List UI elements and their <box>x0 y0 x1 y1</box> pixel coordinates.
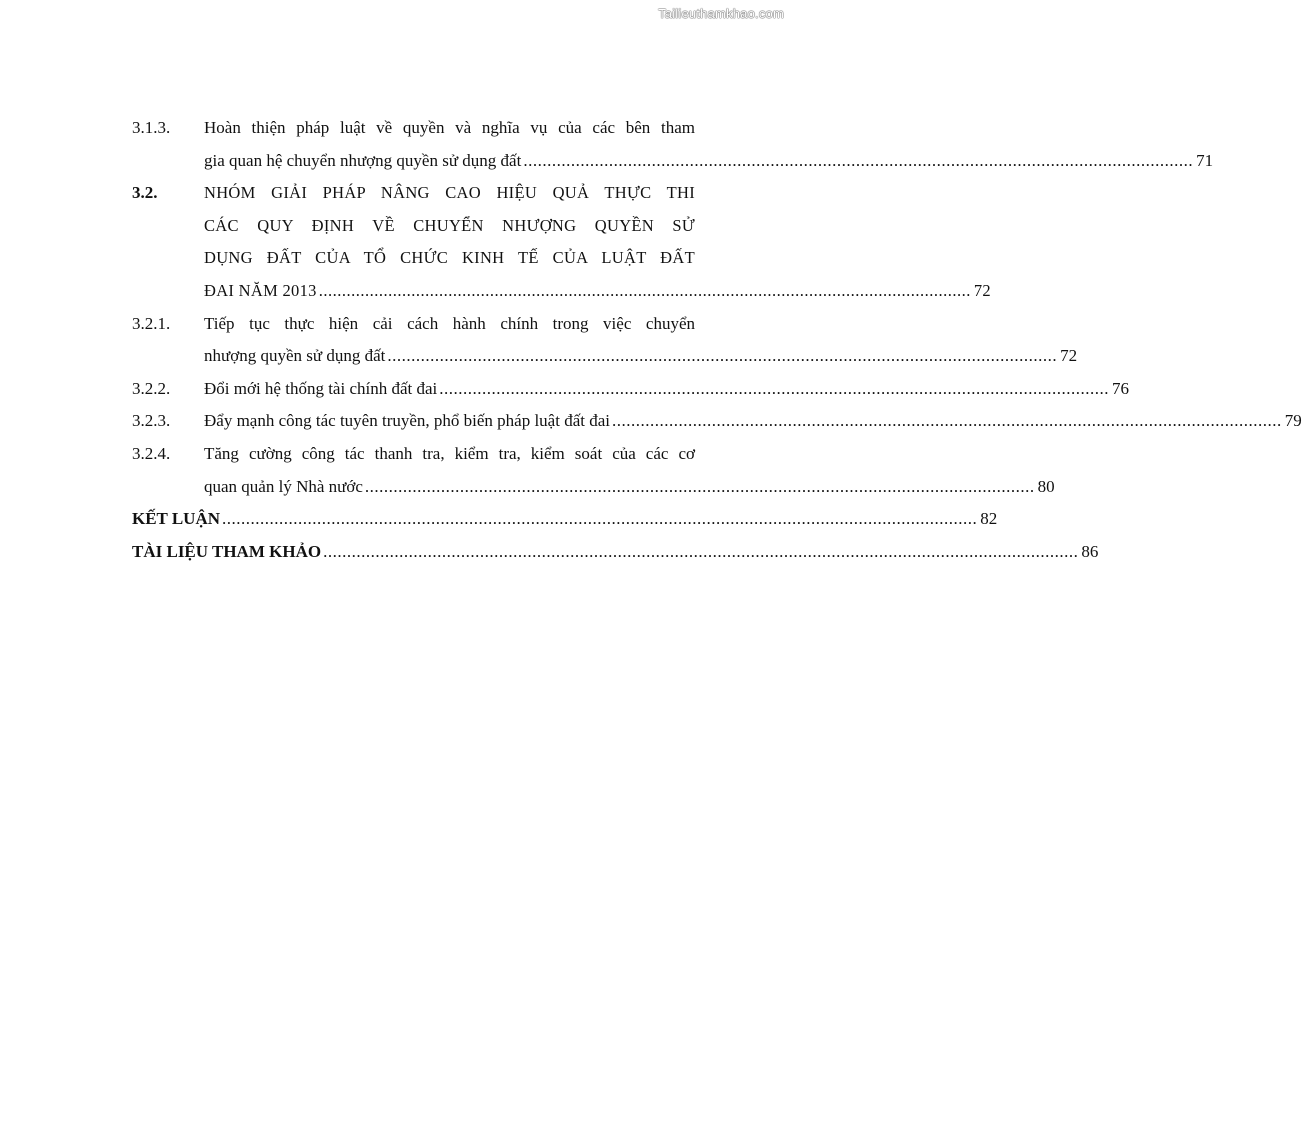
toc-page-number: 86 <box>1081 541 1099 561</box>
watermark: Tailieuthamkhao.com <box>658 6 784 21</box>
toc-page-number: 76 <box>1112 378 1130 398</box>
toc-entry-references[interactable] <box>132 536 1099 569</box>
toc-entry-title-line: Tiếp tục thực hiện cải cách hành chính trong việc chuyển <box>204 313 695 333</box>
toc-entry-number: 3.1.3. <box>132 118 171 137</box>
toc-entry-title-line: DỤNG ĐẤT CỦA TỔ CHỨC KINH TẾ CỦA LUẬT ĐẤT <box>204 248 695 268</box>
toc-entry-title: KẾT LUẬN <box>132 509 221 529</box>
dot-leader: ............................................................................................................................................. <box>523 150 1194 170</box>
dot-leader: ............................................................................................................................................. <box>612 411 1282 431</box>
dot-leader: ............................................................................................................................................................... <box>323 541 1079 561</box>
toc-entry-number: 3.2.2. <box>132 378 171 398</box>
toc-entry-title: Đổi mới hệ thống tài chính đất đai <box>204 378 438 398</box>
toc-entry-title-line: nhượng quyền sử dụng đất <box>204 346 386 366</box>
toc-entry-title-line: Hoàn thiện pháp luật về quyền và nghĩa vụ của các bên tham <box>204 118 695 137</box>
toc-entry-3-2-1[interactable] <box>132 308 1078 373</box>
toc-page-number: 82 <box>980 509 998 529</box>
toc-entry-3-2-4[interactable] <box>132 438 1055 503</box>
toc-entry-number: 3.2.1. <box>132 313 171 333</box>
toc-entry-3-2-3[interactable] <box>132 405 1302 438</box>
toc-page-number: 80 <box>1037 476 1055 496</box>
toc-entry-title-line: ĐAI NĂM 2013 <box>204 280 317 300</box>
dot-leader: ............................................................................................................................................. <box>364 476 1035 496</box>
dot-leader: ............................................................................................................................................. <box>439 378 1110 398</box>
dot-leader: ............................................................................................................................................. <box>387 346 1058 366</box>
toc-page-number: 72 <box>973 280 991 300</box>
toc-entry-number: 3.2.3. <box>132 411 171 431</box>
toc-entry-conclusion[interactable] <box>132 503 998 536</box>
toc-entry-number: 3.2. <box>132 183 158 203</box>
toc-entry-3-1-3[interactable] <box>132 112 1214 177</box>
toc-entry-title-line: quan quản lý Nhà nước <box>204 476 363 496</box>
toc-entry-title-line: NHÓM GIẢI PHÁP NÂNG CAO HIỆU QUẢ THỰC THI <box>204 183 695 203</box>
toc-entry-number: 3.2.4. <box>132 443 171 463</box>
dot-leader: ............................................................................................................................................................... <box>222 509 978 529</box>
toc-entry-title-line: Tăng cường công tác thanh tra, kiểm tra, kiểm soát của các cơ <box>204 443 695 463</box>
toc-entry-title-line: gia quan hệ chuyển nhượng quyền sử dụng đất <box>204 150 522 170</box>
toc-entry-title: Đẩy mạnh công tác tuyên truyền, phổ biến pháp luật đất đai <box>204 411 610 431</box>
dot-leader: ............................................................................................................................................. <box>318 280 971 300</box>
toc-entry-3-2[interactable] <box>132 177 991 307</box>
toc-page-number: 71 <box>1196 150 1214 170</box>
toc-entry-title: TÀI LIỆU THAM KHẢO <box>132 541 322 561</box>
toc-entry-3-2-2[interactable] <box>132 373 1130 406</box>
toc-page-number: 72 <box>1060 346 1078 366</box>
table-of-contents <box>132 112 1302 568</box>
toc-page-number: 79 <box>1284 411 1302 431</box>
toc-entry-title-line: CÁC QUY ĐỊNH VỀ CHUYỂN NHƯỢNG QUYỀN SỬ <box>204 215 695 235</box>
